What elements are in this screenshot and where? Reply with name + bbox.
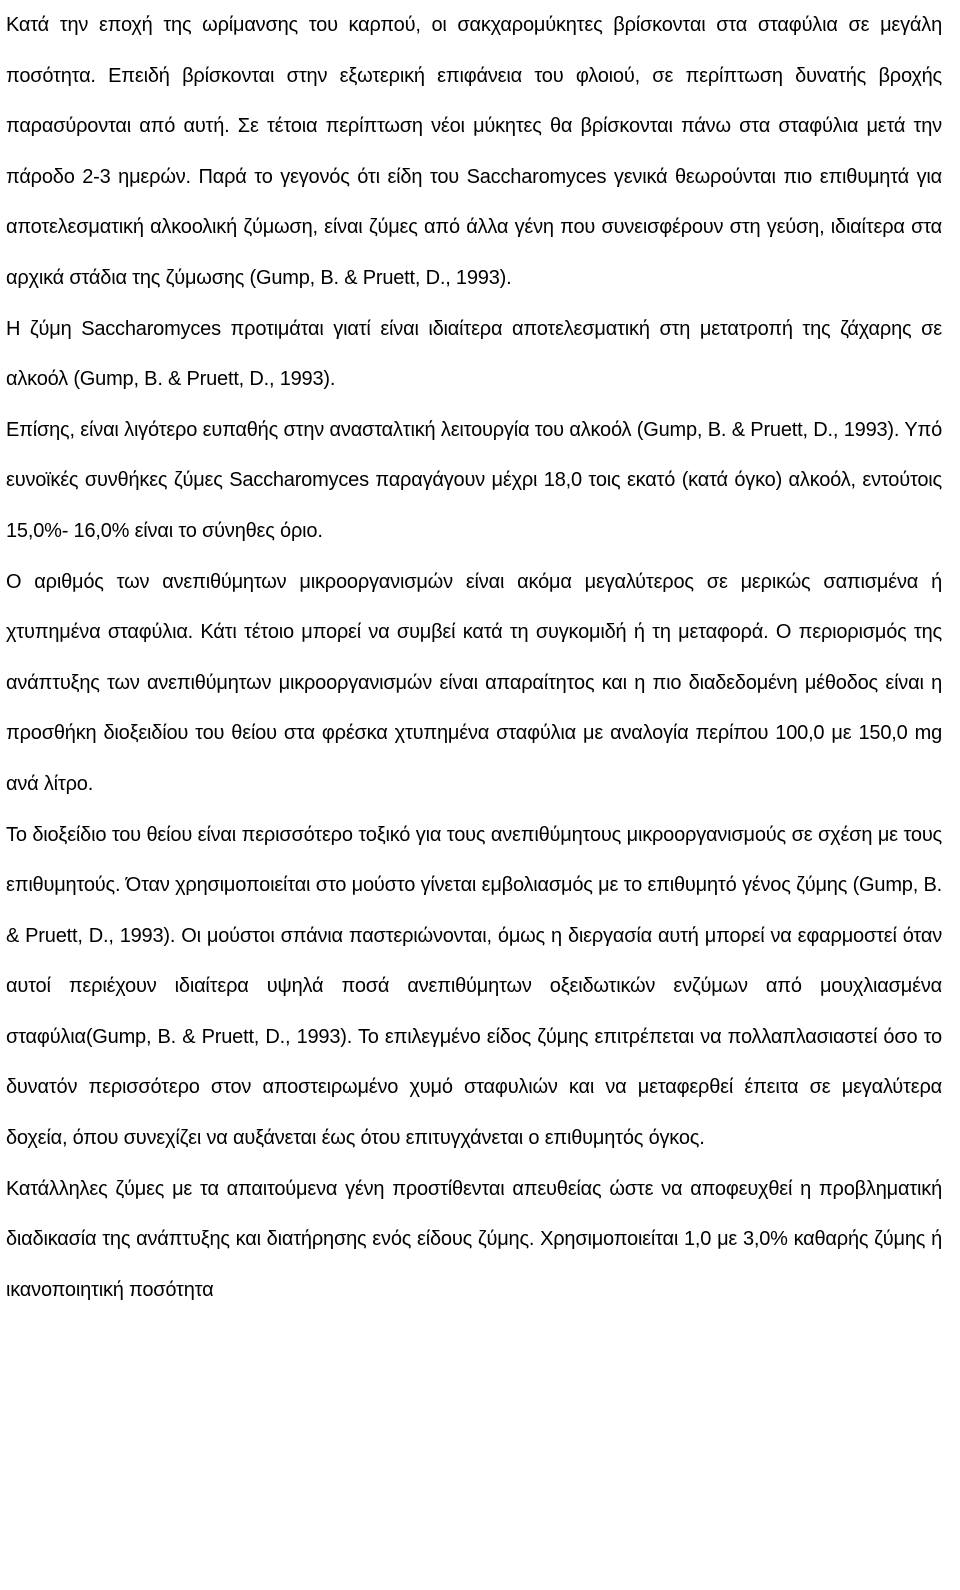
paragraph-grape-yeast-intro: Κατά την εποχή της ωρίμανσης του καρπού, οι σακχαρομύκητες βρίσκονται στα σταφύλια σε μεγάλη ποσότητα. Επειδή βρίσκονται στην εξωτερική επιφάνεια του φλοιού, σε περίπτωση δυνατής βροχής παρασύρονται από αυτή. Σε τέτοια περίπτωση νέοι μύκητες θα βρίσκονται πάνω στα σταφύλια μετά την πάροδο 2-3 ημερών. Παρά το γεγονός ότι είδη του Saccharomyces γενικά θεωρούνται πιο επιθυμητά για αποτελεσματική αλκοολική ζύμωση, είναι ζύμες από άλλα γένη που συνεισφέρουν στη γεύση, ιδιαίτερα στα αρχικά στάδια της ζύμωσης (Gump, B. & Pruett, D., 1993).: [6, 14, 942, 289]
paragraph-suitable-yeasts: Κατάλληλες ζύμες με τα απαιτούμενα γένη προστίθενται απευθείας ώστε να αποφευχθεί η προβληματική διαδικασία της ανάπτυξης και διατήρησης ενός είδους ζύμης. Χρησιμοποιείται 1,0 με 3,0% καθαρής ζύμης ή ικανοποιητική ποσότητα: [6, 1177, 942, 1301]
paragraph-alcohol-tolerance: Επίσης, είναι λιγότερο ευπαθής στην ανασταλτική λειτουργία του αλκοόλ (Gump, B. & Pruett, D., 1993). Υπό ευνοϊκές συνθήκες ζύμες Saccharomyces παραγάγουν μέχρι 18,0 τοις εκατό (κατά όγκο) αλκοόλ, εντούτοις 15,0%- 16,0% είναι το σύνηθες όριο.: [6, 418, 942, 542]
document-body: [6, 0, 942, 1301]
paragraph-unwanted-microorganisms: Ο αριθμός των ανεπιθύμητων μικροοργανισμών είναι ακόμα μεγαλύτερος σε μερικώς σαπισμένα ή χτυπημένα σταφύλια. Κάτι τέτοιο μπορεί να συμβεί κατά τη συγκομιδή ή τη μεταφορά. Ο περιορισμός της ανάπτυξης των ανεπιθύμητων μικροοργανισμών είναι απαραίτητος και η πιο διαδεδομένη μέθοδος είναι η προσθήκη διοξειδίου του θείου στα φρέσκα χτυπημένα σταφύλια με αναλογία περίπου 100,0 με 150,0 mg ανά λίτρο.: [6, 570, 942, 795]
paragraph-sulfur-dioxide: Το διοξείδιο του θείου είναι περισσότερο τοξικό για τους ανεπιθύμητους μικροοργανισμούς σε σχέση με τους επιθυμητούς. Όταν χρησιμοποιείται στο μούστο γίνεται εμβολιασμός με το επιθυμητό γένος ζύμης (Gump, B. & Pruett, D., 1993). Οι μούστοι σπάνια παστεριώνονται, όμως η διεργασία αυτή μπορεί να εφαρμοστεί όταν αυτοί περιέχουν ιδιαίτερα υψηλά ποσά ανεπιθύμητων οξειδωτικών ενζύμων από μουχλιασμένα σταφύλια(Gump, B. & Pruett, D., 1993). Το επιλεγμένο είδος ζύμης επιτρέπεται να πολλαπλασιαστεί όσο το δυνατόν περισσότερο στον αποστειρωμένο χυμό σταφυλιών και να μεταφερθεί έπειτα σε μεγαλύτερα δοχεία, όπου συνεχίζει να αυξάνεται έως ότου επιτυγχάνεται ο επιθυμητός όγκος.: [6, 823, 942, 1150]
paragraph-saccharomyces-preference: Η ζύμη Saccharomyces προτιμάται γιατί είναι ιδιαίτερα αποτελεσματική στη μετατροπή της ζάχαρης σε αλκοόλ (Gump, B. & Pruett, D., 1993).: [6, 317, 942, 391]
